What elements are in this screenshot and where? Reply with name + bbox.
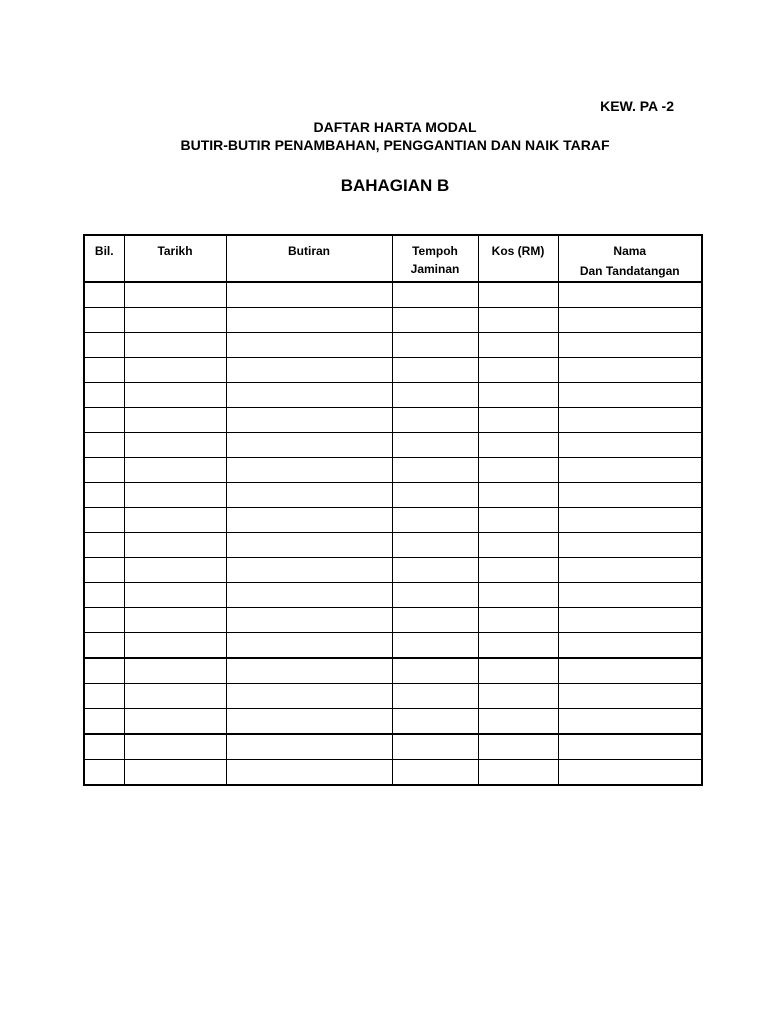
cell-bil[interactable] [84,282,124,308]
table-row [84,483,702,508]
cell-butiran[interactable] [226,608,392,633]
form-code: KEW. PA -2 [600,98,674,114]
cell-kos[interactable] [478,633,558,659]
cell-bil[interactable] [84,483,124,508]
cell-kos[interactable] [478,760,558,786]
cell-tarikh[interactable] [124,358,226,383]
cell-nama-tandatangan[interactable] [558,734,702,760]
cell-tarikh[interactable] [124,282,226,308]
table-row [84,508,702,533]
cell-bil[interactable] [84,658,124,684]
table-row [84,383,702,408]
cell-tarikh[interactable] [124,709,226,735]
cell-kos[interactable] [478,684,558,709]
cell-nama-tandatangan[interactable] [558,608,702,633]
cell-nama-tandatangan[interactable] [558,658,702,684]
cell-butiran[interactable] [226,633,392,659]
cell-butiran[interactable] [226,458,392,483]
cell-nama-tandatangan[interactable] [558,583,702,608]
header-kos: Kos (RM) [478,235,558,282]
cell-bil[interactable] [84,558,124,583]
cell-kos[interactable] [478,583,558,608]
cell-bil[interactable] [84,333,124,358]
cell-tempoh-jaminan[interactable] [392,533,478,558]
cell-tempoh-jaminan[interactable] [392,760,478,786]
cell-kos[interactable] [478,558,558,583]
section-title: BAHAGIAN B [340,176,450,195]
cell-kos[interactable] [478,408,558,433]
cell-tarikh[interactable] [124,760,226,786]
cell-tarikh[interactable] [124,458,226,483]
cell-kos[interactable] [478,709,558,735]
table-row [84,734,702,760]
cell-butiran[interactable] [226,558,392,583]
cell-bil[interactable] [84,633,124,659]
cell-tarikh[interactable] [124,533,226,558]
cell-tempoh-jaminan[interactable] [392,583,478,608]
cell-butiran[interactable] [226,308,392,333]
table-row [84,408,702,433]
cell-tempoh-jaminan[interactable] [392,383,478,408]
cell-tarikh[interactable] [124,308,226,333]
table-row [84,709,702,735]
table-row [84,583,702,608]
cell-tempoh-jaminan[interactable] [392,633,478,659]
cell-nama-tandatangan[interactable] [558,333,702,358]
cell-tempoh-jaminan[interactable] [392,308,478,333]
cell-tempoh-jaminan[interactable] [392,658,478,684]
cell-bil[interactable] [84,433,124,458]
cell-tempoh-jaminan[interactable] [392,684,478,709]
cell-tempoh-jaminan[interactable] [392,608,478,633]
cell-butiran[interactable] [226,684,392,709]
cell-kos[interactable] [478,358,558,383]
table-row [84,658,702,684]
cell-tarikh[interactable] [124,333,226,358]
header-nama-tandatangan [558,235,702,282]
cell-butiran[interactable] [226,433,392,458]
cell-tempoh-jaminan[interactable] [392,433,478,458]
cell-kos[interactable] [478,433,558,458]
cell-kos[interactable] [478,483,558,508]
cell-butiran[interactable] [226,760,392,786]
cell-nama-tandatangan[interactable] [558,308,702,333]
cell-nama-tandatangan[interactable] [558,709,702,735]
cell-tempoh-jaminan[interactable] [392,709,478,735]
table-body [84,282,702,785]
cell-bil[interactable] [84,533,124,558]
cell-tarikh[interactable] [124,608,226,633]
cell-kos[interactable] [478,734,558,760]
header-tempoh-line-1: Tempoh [412,244,458,258]
cell-butiran[interactable] [226,383,392,408]
table-row [84,308,702,333]
cell-butiran[interactable] [226,333,392,358]
table-row [84,533,702,558]
cell-butiran[interactable] [226,408,392,433]
cell-bil[interactable] [84,308,124,333]
cell-bil[interactable] [84,458,124,483]
cell-butiran[interactable] [226,658,392,684]
table-row [84,282,702,308]
cell-kos[interactable] [478,533,558,558]
header-bil: Bil. [84,235,124,282]
cell-bil[interactable] [84,734,124,760]
cell-kos[interactable] [478,383,558,408]
table-row [84,558,702,583]
cell-tarikh[interactable] [124,408,226,433]
cell-bil[interactable] [84,508,124,533]
cell-nama-tandatangan[interactable] [558,282,702,308]
cell-butiran[interactable] [226,583,392,608]
table-row [84,608,702,633]
cell-tempoh-jaminan[interactable] [392,558,478,583]
header-nama-line-1: Nama [613,244,647,258]
table-row [84,433,702,458]
cell-bil[interactable] [84,383,124,408]
cell-nama-tandatangan[interactable] [558,458,702,483]
cell-tempoh-jaminan[interactable] [392,483,478,508]
cell-nama-tandatangan[interactable] [558,558,702,583]
cell-kos[interactable] [478,508,558,533]
cell-tarikh[interactable] [124,383,226,408]
header-butiran: Butiran [226,235,392,282]
cell-tarikh[interactable] [124,433,226,458]
table-row [84,760,702,786]
cell-butiran[interactable] [226,358,392,383]
cell-tarikh[interactable] [124,583,226,608]
cell-tempoh-jaminan[interactable] [392,734,478,760]
cell-bil[interactable] [84,709,124,735]
table-row [84,358,702,383]
cell-bil[interactable] [84,583,124,608]
header-tempoh-line-2: Jaminan [410,262,460,276]
cell-bil[interactable] [84,608,124,633]
cell-kos[interactable] [478,458,558,483]
table-row [84,633,702,659]
asset-register-table [83,234,703,786]
cell-tarikh[interactable] [124,483,226,508]
cell-bil[interactable] [84,408,124,433]
cell-tempoh-jaminan[interactable] [392,333,478,358]
cell-butiran[interactable] [226,734,392,760]
cell-tempoh-jaminan[interactable] [392,358,478,383]
cell-butiran[interactable] [226,282,392,308]
cell-nama-tandatangan[interactable] [558,483,702,508]
cell-nama-tandatangan[interactable] [558,383,702,408]
cell-tarikh[interactable] [124,633,226,659]
cell-nama-tandatangan[interactable] [558,408,702,433]
cell-kos[interactable] [478,282,558,308]
cell-butiran[interactable] [226,483,392,508]
cell-bil[interactable] [84,760,124,786]
cell-bil[interactable] [84,684,124,709]
cell-tempoh-jaminan[interactable] [392,508,478,533]
cell-butiran[interactable] [226,533,392,558]
cell-tarikh[interactable] [124,508,226,533]
cell-tempoh-jaminan[interactable] [392,408,478,433]
header-tempoh-jaminan [392,235,478,282]
cell-kos[interactable] [478,333,558,358]
cell-tarikh[interactable] [124,658,226,684]
cell-kos[interactable] [478,308,558,333]
table-row [84,684,702,709]
cell-nama-tandatangan[interactable] [558,533,702,558]
cell-butiran[interactable] [226,508,392,533]
cell-nama-tandatangan[interactable] [558,508,702,533]
header-nama-line-2: Dan Tandatangan [579,264,680,278]
cell-tarikh[interactable] [124,558,226,583]
form-subtitle: BUTIR-BUTIR PENAMBAHAN, PENGGANTIAN DAN NAIK TARAF [180,137,610,153]
cell-tarikh[interactable] [124,734,226,760]
table-row [84,333,702,358]
cell-tempoh-jaminan[interactable] [392,458,478,483]
cell-nama-tandatangan[interactable] [558,684,702,709]
header-tarikh: Tarikh [124,235,226,282]
cell-tempoh-jaminan[interactable] [392,282,478,308]
cell-nama-tandatangan[interactable] [558,760,702,786]
cell-kos[interactable] [478,658,558,684]
cell-butiran[interactable] [226,709,392,735]
cell-bil[interactable] [84,358,124,383]
form-title: DAFTAR HARTA MODAL [313,119,477,135]
table-header-row [84,235,702,282]
cell-tarikh[interactable] [124,684,226,709]
table-row [84,458,702,483]
cell-kos[interactable] [478,608,558,633]
cell-nama-tandatangan[interactable] [558,433,702,458]
cell-nama-tandatangan[interactable] [558,633,702,659]
cell-nama-tandatangan[interactable] [558,358,702,383]
